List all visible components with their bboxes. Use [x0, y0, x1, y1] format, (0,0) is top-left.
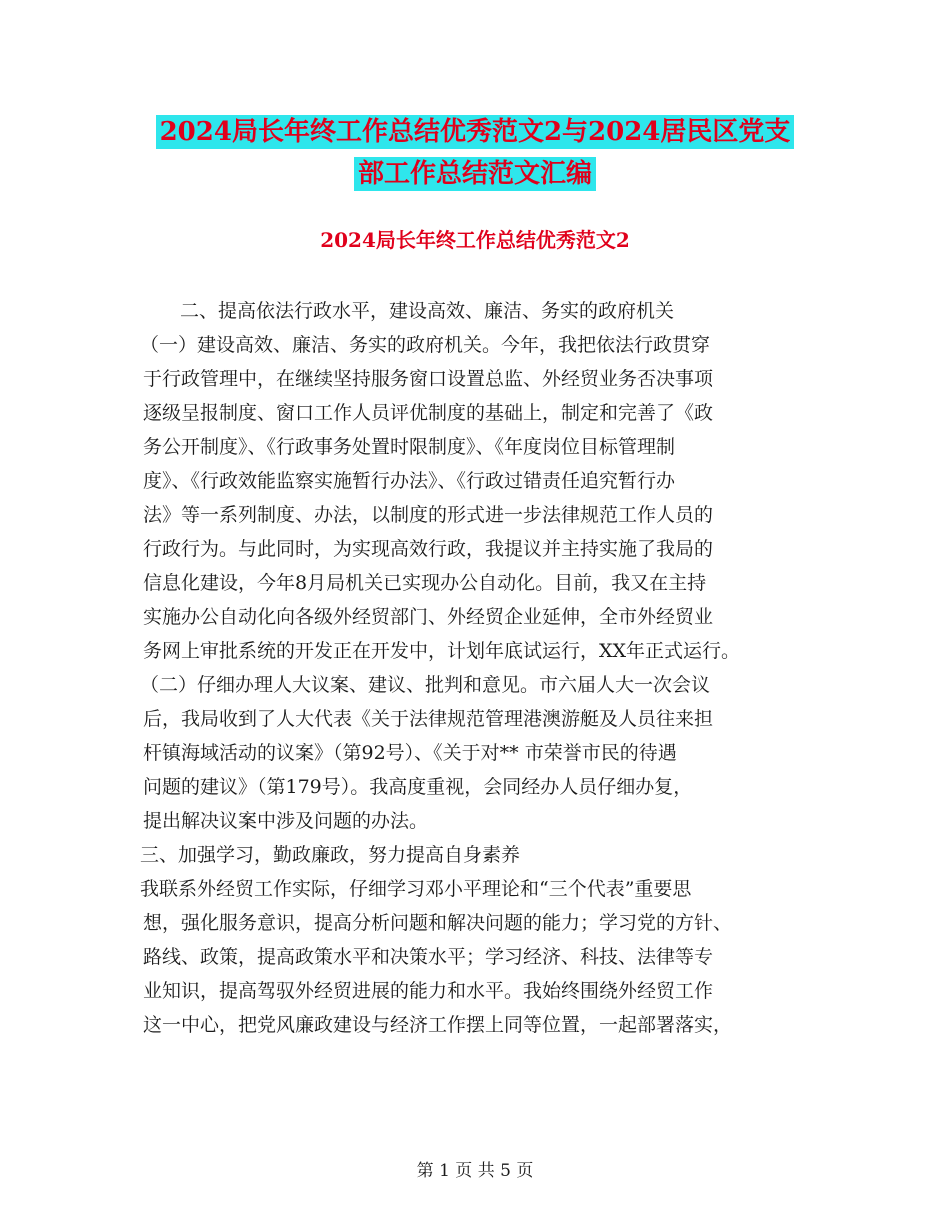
body-line: 逐级呈报制度、窗口工作人员评优制度的基础上，制定和完善了《政: [143, 402, 714, 424]
body-line: 实施办公自动化向各级外经贸部门、外经贸企业延伸，全市外经贸业: [143, 606, 714, 628]
body-line: 务公开制度》、《行政事务处置时限制度》、《年度岗位目标管理制: [143, 436, 676, 458]
body-line: 于行政管理中，在继续坚持服务窗口设置总监、外经贸业务否决事项: [143, 368, 714, 390]
page-number: 第 1 页 共 5 页: [416, 1161, 534, 1181]
body-line: 行政行为。与此同时，为实现高效行政，我提议并主持实施了我局的: [143, 538, 714, 560]
body-line: 业知识，提高驾驭外经贸进展的能力和水平。我始终围绕外经贸工作: [143, 980, 714, 1002]
body-line: 问题的建议》（第179号）。我高度重视，会同经办人员仔细办复，: [143, 776, 693, 798]
body-line: （二）仔细办理人大议案、建议、批判和意见。市六届人大一次会议: [140, 674, 711, 696]
title-highlight-1: 2024局长年终工作总结优秀范文2与2024居民区党支: [156, 115, 795, 149]
title-highlight-2: 部工作总结范文汇编: [354, 157, 596, 191]
body-line: 务网上审批系统的开发正在开发中，计划年底试运行，XX年正式运行。: [143, 640, 741, 662]
body-line: 信息化建设，今年8月局机关已实现办公自动化。目前，我又在主持: [143, 572, 707, 594]
body-line: 我联系外经贸工作实际，仔细学习邓小平理论和“三个代表”重要思: [140, 878, 692, 900]
body-line: 后，我局收到了人大代表《关于法律规范管理港澳游艇及人员往来担: [143, 708, 714, 730]
body-line: 提出解决议案中涉及问题的办法。: [143, 810, 429, 832]
body-line: 这一中心，把党风廉政建设与经济工作摆上同等位置，一起部署落实，: [143, 1014, 733, 1036]
body-line: 三、加强学习，勤政廉政，努力提高自身素养: [140, 844, 521, 866]
body-line: 想，强化服务意识，提高分析问题和解决问题的能力；学习党的方针、: [143, 912, 733, 934]
body-line: 杆镇海域活动的议案》（第92号）、《关于对** 市荣誉市民的待遇: [143, 742, 677, 764]
section-heading: 2024局长年终工作总结优秀范文2: [320, 228, 630, 252]
body-line: （一）建设高效、廉洁、务实的政府机关。今年，我把依法行政贯穿: [140, 334, 711, 356]
body-line: 二、提高依法行政水平，建设高效、廉洁、务实的政府机关: [180, 300, 675, 322]
document-title-line-2: [0, 154, 950, 194]
document-title-line-1: [0, 112, 950, 152]
body-line: 度》、《行政效能监察实施暂行办法》、《行政过错责任追究暂行办: [143, 470, 676, 492]
body-line: 路线、政策，提高政策水平和决策水平；学习经济、科技、法律等专: [143, 946, 714, 968]
body-line: 法》等一系列制度、办法，以制度的形式进一步法律规范工作人员的: [143, 504, 714, 526]
